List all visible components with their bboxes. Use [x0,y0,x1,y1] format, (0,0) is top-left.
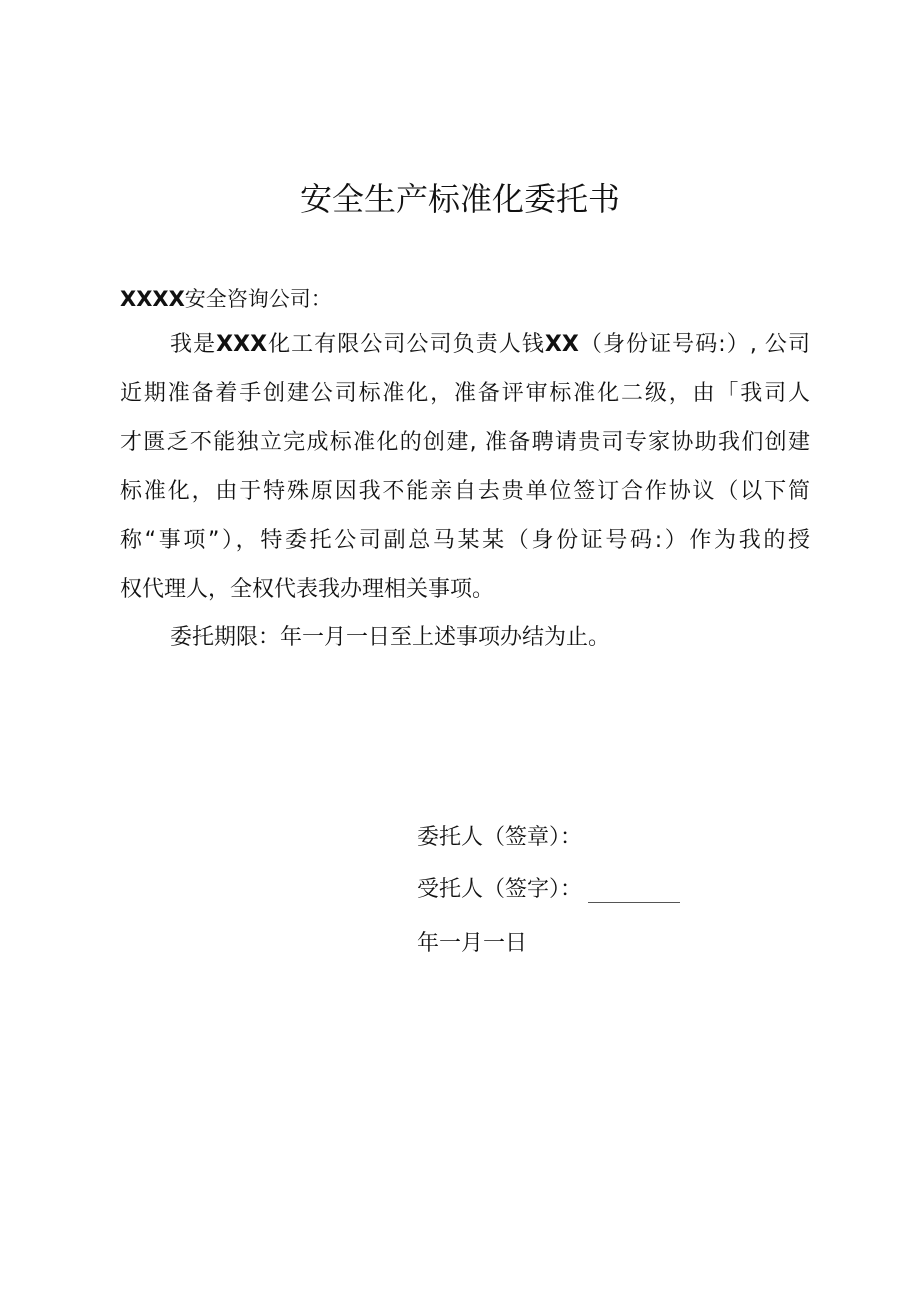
body-line-6: 权代理人，全权代表我办理相关事项。 [120,577,495,602]
body-line-1 [120,330,810,379]
body-line-4: 标准化，由于特殊原因我不能亲自去贵单位签订合作协议（以下简 [120,479,810,504]
body-line-1-company-placeholder: XXX [216,332,268,357]
addressee-company-placeholder: XXXX [120,287,185,311]
body-line-2: 近期准备着手创建公司标准化，准备评审标准化二级，由「我司人 [120,381,810,406]
agent-signature-row [417,872,680,903]
addressee-company-name: 安全咨询公司： [184,287,332,311]
signature-date: 年一月一日 [417,931,528,956]
body-line-1-post: （身份证号码:）, 公司 [578,332,810,357]
term-paragraph: 委托期限：年一月一日至上述事项办结为止。 [170,625,611,650]
body-line-3: 才匮乏不能独立完成标准化的创建, 准备聘请贵司专家协助我们创建 [120,430,810,455]
body-line-5: 称“事项”），特委托公司副总马某某（身份证号码:）作为我的授 [120,528,810,553]
body-line-1-mid: 化工有限公司公司负责人钱 [267,332,545,357]
agent-signature-line [588,880,680,903]
body-line-1-name-placeholder: XX [544,332,579,357]
principal-signature-label: 委托人（签章）： [417,825,583,850]
addressee [120,283,332,313]
body-line-1-pre: 我是 [170,332,217,357]
document-title: 安全生产标准化委托书 [299,180,620,218]
body-paragraph [120,330,810,624]
agent-signature-label: 受托人（签字）： [417,877,583,902]
